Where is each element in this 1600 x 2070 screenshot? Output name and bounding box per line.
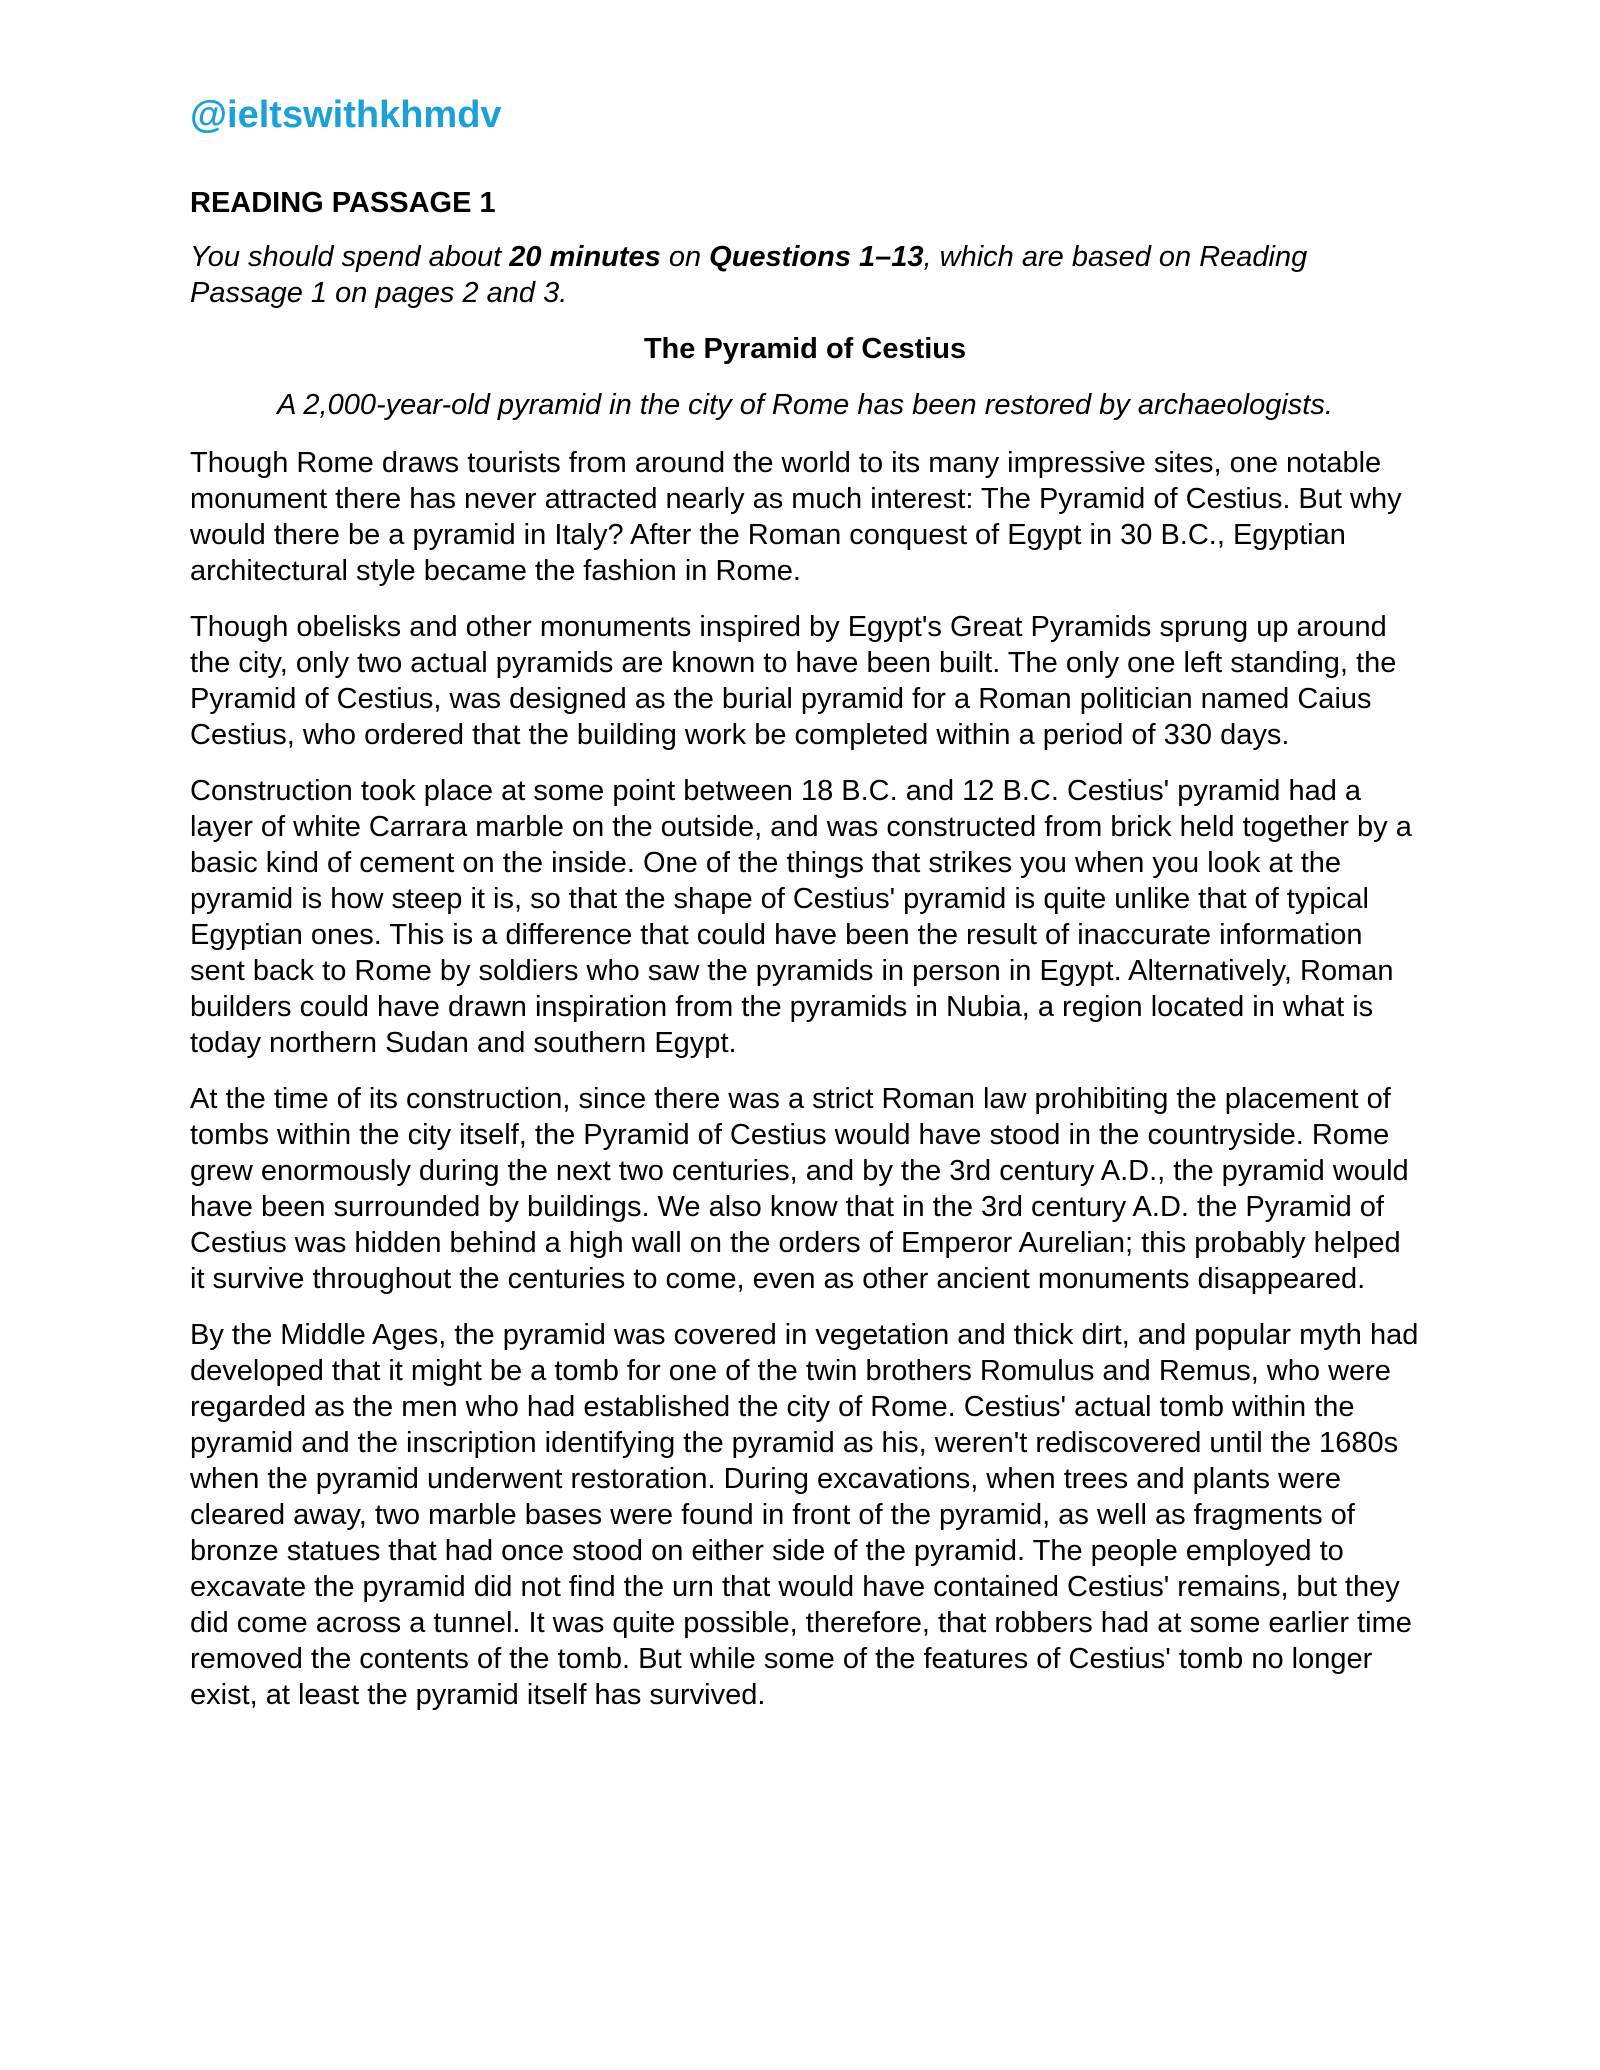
- instructions: [190, 239, 1420, 311]
- section-title: READING PASSAGE 1: [190, 187, 496, 219]
- document-page: [190, 92, 1420, 1733]
- paragraph-1: Though Rome draws tourists from around the world to its many impressive sites, one notable monument there has never attracted nearly as much interest: The Pyramid of Cestius. But why would there be a pyramid in Italy? After the Roman conquest of Egypt in 30 B.C., Egyptian architectural style became the fashion in Rome.: [190, 447, 1402, 587]
- passage-title: The Pyramid of Cestius: [643, 333, 967, 365]
- paragraph-3: Construction took place at some point between 18 B.C. and 12 B.C. Cestius' pyramid had a layer of white Carrara marble on the outside, and was constructed from brick held together by a basic kind of cement on the inside. One of the things that strikes you when you look at the pyramid is how steep it is, so that the shape of Cestius' pyramid is quite unlike that of typical Egyptian ones. This is a difference that could have been the result of inaccurate information sent back to Rome by soldiers who saw the pyramids in person in Egypt. Alternatively, Roman builders could have drawn inspiration from the pyramids in Nubia, a region located in what is today northern Sudan and southern Egypt.: [190, 775, 1412, 1059]
- instructions-time: 20 minutes: [509, 241, 661, 273]
- instructions-text-1: You should spend about: [190, 241, 510, 273]
- instructions-questions: Questions 1–13: [709, 241, 924, 273]
- channel-handle: @ieltswithkhmdv: [190, 94, 502, 136]
- instructions-text-3: , which are based on Reading Passage 1 on pages 2 and 3.: [190, 241, 1308, 309]
- paragraph-2: Though obelisks and other monuments inspired by Egypt's Great Pyramids sprung up around the city, only two actual pyramids are known to have been built. The only one left standing, the Pyramid of Cestius, was designed as the burial pyramid for a Roman politician named Caius Cestius, who ordered that the building work be completed within a period of 330 days.: [190, 611, 1397, 751]
- paragraph-4: At the time of its construction, since there was a strict Roman law prohibiting the placement of tombs within the city itself, the Pyramid of Cestius would have stood in the countryside. Rome grew enormously during the next two centuries, and by the 3rd century A.D., the pyramid would have been surrounded by buildings. We also know that in the 3rd century A.D. the Pyramid of Cestius was hidden behind a high wall on the orders of Emperor Aurelian; this probably helped it survive throughout the centuries to come, even as other ancient monuments disappeared.: [190, 1083, 1409, 1295]
- instructions-text-2: on: [660, 241, 710, 273]
- passage-subtitle: A 2,000-year-old pyramid in the city of Rome has been restored by archaeologists.: [277, 389, 1333, 421]
- paragraph-5: By the Middle Ages, the pyramid was covered in vegetation and thick dirt, and popular myth had developed that it might be a tomb for one of the twin brothers Romulus and Remus, who were regarded as the men who had established the city of Rome. Cestius' actual tomb within the pyramid and the inscription identifying the pyramid as his, weren't rediscovered until the 1680s when the pyramid underwent restoration. During excavations, when trees and plants were cleared away, two marble bases were found in front of the pyramid, as well as fragments of bronze statues that had once stood on either side of the pyramid. The people employed to excavate the pyramid did not find the urn that would have contained Cestius' remains, but they did come across a tunnel. It was quite possible, therefore, that robbers had at some earlier time removed the contents of the tomb. But while some of the features of Cestius' tomb no longer exist, at least the pyramid itself has survived.: [190, 1319, 1419, 1711]
